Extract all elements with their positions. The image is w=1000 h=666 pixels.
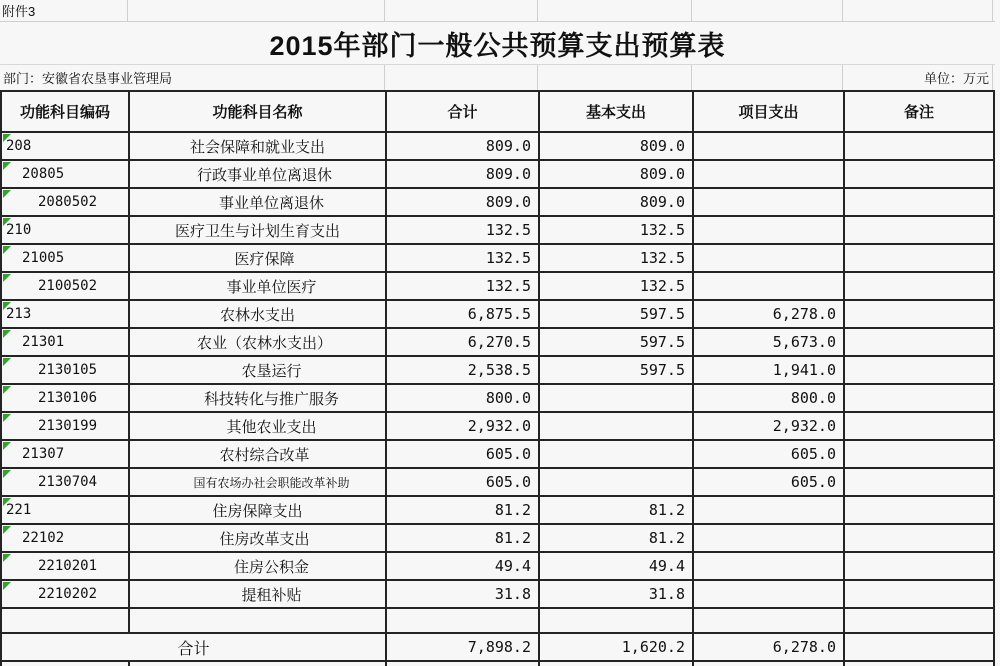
- budget-table: [0, 90, 995, 666]
- header-basic[interactable]: 基本支出: [540, 92, 694, 131]
- project-cell[interactable]: 6,278.0: [694, 301, 845, 327]
- basic-cell[interactable]: [540, 385, 694, 411]
- table-row: [2, 553, 995, 581]
- table-row: [2, 413, 995, 441]
- unit-cell[interactable]: [843, 65, 993, 90]
- error-indicator-triangle-icon: [3, 386, 11, 394]
- total-cell[interactable]: 809.0: [387, 161, 540, 187]
- error-indicator-triangle-icon: [3, 582, 11, 590]
- error-indicator-triangle-icon: [3, 218, 11, 226]
- project-cell[interactable]: [694, 161, 845, 187]
- table-header-row: [2, 92, 995, 133]
- total-cell[interactable]: [387, 609, 540, 632]
- grid-cell[interactable]: [692, 0, 843, 21]
- error-indicator-triangle-icon: [3, 358, 11, 366]
- project-cell[interactable]: [694, 217, 845, 243]
- code-cell[interactable]: 2130704: [2, 469, 130, 495]
- note-cell[interactable]: [845, 525, 995, 551]
- table-row: [2, 273, 995, 301]
- grid-cell: [540, 662, 694, 666]
- total-project-cell[interactable]: 6,278.0: [694, 634, 845, 660]
- table-row: [2, 441, 995, 469]
- project-cell[interactable]: [694, 581, 845, 607]
- unit-label: 单位：万元: [923, 71, 989, 86]
- basic-cell[interactable]: 132.5: [540, 245, 694, 271]
- error-indicator-triangle-icon: [3, 330, 11, 338]
- total-cell[interactable]: 809.0: [387, 133, 540, 159]
- total-cell[interactable]: 2,538.5: [387, 357, 540, 383]
- code-cell[interactable]: 21005: [2, 245, 130, 271]
- grid-cell[interactable]: [385, 0, 538, 21]
- attachment-cell[interactable]: [0, 0, 128, 21]
- error-indicator-triangle-icon: [3, 414, 11, 422]
- basic-cell[interactable]: 809.0: [540, 189, 694, 215]
- basic-cell[interactable]: [540, 609, 694, 632]
- grid-cell[interactable]: [128, 0, 385, 21]
- name-cell[interactable]: 其他农业支出: [130, 413, 387, 439]
- basic-cell[interactable]: [540, 469, 694, 495]
- code-cell[interactable]: 21307: [2, 441, 130, 467]
- basic-cell[interactable]: [540, 441, 694, 467]
- project-cell[interactable]: [694, 245, 845, 271]
- basic-cell[interactable]: 132.5: [540, 217, 694, 243]
- project-cell[interactable]: [694, 553, 845, 579]
- error-indicator-triangle-icon: [3, 470, 11, 478]
- basic-cell[interactable]: 597.5: [540, 357, 694, 383]
- project-cell[interactable]: 800.0: [694, 385, 845, 411]
- project-cell[interactable]: [694, 497, 845, 523]
- header-note[interactable]: 备注: [845, 92, 995, 131]
- grid-cell[interactable]: [385, 65, 538, 90]
- basic-cell[interactable]: 49.4: [540, 553, 694, 579]
- code-cell[interactable]: 2100502: [2, 273, 130, 299]
- error-indicator-triangle-icon: [3, 554, 11, 562]
- code-cell[interactable]: 2210201: [2, 553, 130, 579]
- project-cell[interactable]: [694, 525, 845, 551]
- table-row: [2, 133, 995, 161]
- total-sum-cell[interactable]: 7,898.2: [387, 634, 540, 660]
- grid-cell[interactable]: [538, 65, 692, 90]
- header-name[interactable]: 功能科目名称: [130, 92, 387, 131]
- code-cell[interactable]: 210: [2, 217, 130, 243]
- total-cell[interactable]: 6,270.5: [387, 329, 540, 355]
- note-cell[interactable]: [845, 469, 995, 495]
- project-cell[interactable]: 5,673.0: [694, 329, 845, 355]
- total-cell[interactable]: 132.5: [387, 245, 540, 271]
- error-indicator-triangle-icon: [3, 526, 11, 534]
- note-cell[interactable]: [845, 441, 995, 467]
- total-basic-cell[interactable]: 1,620.2: [540, 634, 694, 660]
- basic-cell[interactable]: [540, 413, 694, 439]
- table-row: [2, 497, 995, 525]
- header-project[interactable]: 项目支出: [694, 92, 845, 131]
- project-cell[interactable]: 605.0: [694, 441, 845, 467]
- table-row: [2, 245, 995, 273]
- name-cell[interactable]: 科技转化与推广服务: [130, 385, 387, 411]
- name-cell[interactable]: 医疗保障: [130, 245, 387, 271]
- note-cell[interactable]: [845, 161, 995, 187]
- basic-cell[interactable]: 809.0: [540, 133, 694, 159]
- project-cell[interactable]: [694, 273, 845, 299]
- error-indicator-triangle-icon: [3, 162, 11, 170]
- note-cell[interactable]: [845, 581, 995, 607]
- total-cell[interactable]: 81.2: [387, 525, 540, 551]
- total-cell[interactable]: 605.0: [387, 441, 540, 467]
- total-label-cell[interactable]: 合计: [2, 634, 387, 660]
- header-code[interactable]: 功能科目编码: [2, 92, 130, 131]
- code-cell[interactable]: 2130199: [2, 413, 130, 439]
- name-cell[interactable]: 农业（农林水支出）: [130, 329, 387, 355]
- note-cell[interactable]: [845, 273, 995, 299]
- grid-cell[interactable]: [538, 0, 692, 21]
- error-indicator-triangle-icon: [3, 274, 11, 282]
- name-cell[interactable]: 农垦运行: [130, 357, 387, 383]
- note-cell[interactable]: [845, 217, 995, 243]
- header-total[interactable]: 合计: [387, 92, 540, 131]
- basic-cell[interactable]: 809.0: [540, 161, 694, 187]
- grid-cell: [387, 662, 540, 666]
- error-indicator-triangle-icon: [3, 498, 11, 506]
- grid-cell[interactable]: [692, 65, 843, 90]
- total-cell[interactable]: 800.0: [387, 385, 540, 411]
- department-cell[interactable]: [0, 65, 385, 90]
- code-cell[interactable]: 208: [2, 133, 130, 159]
- table-row: [2, 525, 995, 553]
- attachment-row: [0, 0, 995, 22]
- error-indicator-triangle-icon: [3, 442, 11, 450]
- basic-cell[interactable]: 31.8: [540, 581, 694, 607]
- note-cell[interactable]: [845, 609, 995, 632]
- note-cell[interactable]: [845, 497, 995, 523]
- page-title: 2015年部门一般公共预算支出预算表: [269, 30, 726, 61]
- table-row: [2, 581, 995, 609]
- code-cell[interactable]: 221: [2, 497, 130, 523]
- name-cell[interactable]: 提租补贴: [130, 581, 387, 607]
- table-row: [2, 385, 995, 413]
- name-cell[interactable]: [130, 609, 387, 632]
- code-cell[interactable]: 2210202: [2, 581, 130, 607]
- total-cell[interactable]: 49.4: [387, 553, 540, 579]
- table-row: [2, 357, 995, 385]
- code-cell[interactable]: 213: [2, 301, 130, 327]
- code-cell[interactable]: 2130105: [2, 357, 130, 383]
- basic-cell[interactable]: 132.5: [540, 273, 694, 299]
- clipped-row: [2, 662, 995, 666]
- name-cell[interactable]: 住房公积金: [130, 553, 387, 579]
- error-indicator-triangle-icon: [3, 302, 11, 310]
- basic-cell[interactable]: 81.2: [540, 497, 694, 523]
- name-cell[interactable]: 事业单位离退休: [130, 189, 387, 215]
- note-cell[interactable]: [845, 301, 995, 327]
- project-cell[interactable]: [694, 609, 845, 632]
- project-cell[interactable]: 1,941.0: [694, 357, 845, 383]
- code-cell[interactable]: 22102: [2, 525, 130, 551]
- basic-cell[interactable]: 597.5: [540, 329, 694, 355]
- code-cell[interactable]: [2, 609, 130, 632]
- table-row: [2, 469, 995, 497]
- project-cell[interactable]: [694, 133, 845, 159]
- total-cell[interactable]: 132.5: [387, 273, 540, 299]
- code-cell[interactable]: 2130106: [2, 385, 130, 411]
- note-cell[interactable]: [845, 357, 995, 383]
- table-row: [2, 301, 995, 329]
- basic-cell[interactable]: 597.5: [540, 301, 694, 327]
- name-cell[interactable]: 农村综合改革: [130, 441, 387, 467]
- note-cell[interactable]: [845, 385, 995, 411]
- grid-cell[interactable]: [843, 0, 993, 21]
- total-row: [2, 634, 995, 662]
- grid-cell: [2, 662, 130, 666]
- total-cell[interactable]: 132.5: [387, 217, 540, 243]
- name-cell[interactable]: 社会保障和就业支出: [130, 133, 387, 159]
- note-cell[interactable]: [845, 553, 995, 579]
- table-row: [2, 189, 995, 217]
- department-row: [0, 65, 995, 90]
- project-cell[interactable]: 2,932.0: [694, 413, 845, 439]
- code-cell[interactable]: 2080502: [2, 189, 130, 215]
- basic-cell[interactable]: 81.2: [540, 525, 694, 551]
- name-cell[interactable]: 国有农场办社会职能改革补助: [130, 469, 387, 495]
- project-cell[interactable]: 605.0: [694, 469, 845, 495]
- name-cell[interactable]: 住房改革支出: [130, 525, 387, 551]
- note-cell[interactable]: [845, 413, 995, 439]
- table-body: [2, 133, 995, 634]
- total-cell[interactable]: 2,932.0: [387, 413, 540, 439]
- total-cell[interactable]: 31.8: [387, 581, 540, 607]
- error-indicator-triangle-icon: [3, 246, 11, 254]
- total-cell[interactable]: 809.0: [387, 189, 540, 215]
- total-cell[interactable]: 605.0: [387, 469, 540, 495]
- table-row: [2, 217, 995, 245]
- grid-cell: [130, 662, 387, 666]
- table-row: [2, 329, 995, 357]
- name-cell[interactable]: 行政事业单位离退休: [130, 161, 387, 187]
- note-cell[interactable]: [845, 133, 995, 159]
- note-cell[interactable]: [845, 245, 995, 271]
- error-indicator-triangle-icon: [3, 190, 11, 198]
- total-note-cell[interactable]: [845, 634, 995, 660]
- name-cell[interactable]: 医疗卫生与计划生育支出: [130, 217, 387, 243]
- grid-cell: [694, 662, 845, 666]
- department-label: 部门：安徽省农垦事业管理局: [3, 71, 173, 86]
- name-cell[interactable]: 事业单位医疗: [130, 273, 387, 299]
- total-cell[interactable]: 6,875.5: [387, 301, 540, 327]
- attachment-label: 附件3: [2, 4, 36, 19]
- table-row: [2, 161, 995, 189]
- title-row: [0, 22, 995, 65]
- code-cell[interactable]: 20805: [2, 161, 130, 187]
- total-cell[interactable]: 81.2: [387, 497, 540, 523]
- code-cell[interactable]: 21301: [2, 329, 130, 355]
- grid-cell: [845, 662, 995, 666]
- note-cell[interactable]: [845, 189, 995, 215]
- table-row: [2, 609, 995, 634]
- name-cell[interactable]: 住房保障支出: [130, 497, 387, 523]
- project-cell[interactable]: [694, 189, 845, 215]
- note-cell[interactable]: [845, 329, 995, 355]
- error-indicator-triangle-icon: [3, 134, 11, 142]
- name-cell[interactable]: 农林水支出: [130, 301, 387, 327]
